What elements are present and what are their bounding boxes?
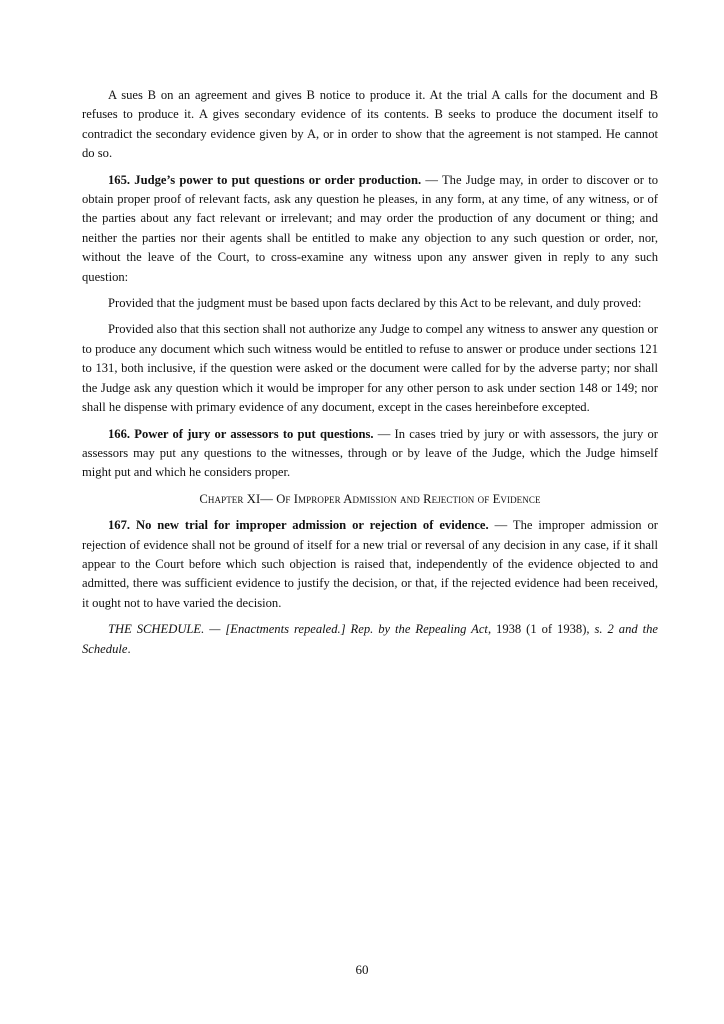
schedule-note (82, 620, 658, 659)
proviso-1-text: Provided that the judgment must be based upon facts declared by this Act to be relevant, and duly proved: (108, 296, 642, 311)
section-165-proviso-2 (82, 320, 658, 417)
section-165-title: 165. Judge’s power to put questions or order production. (108, 172, 422, 187)
proviso-2-text: Provided also that this section shall not authorize any Judge to compel any witness to answer any question or to produce any document which such witness would be entitled to refuse to answer or produce under sections 121 to 131, both inclusive, if the question were asked or the document were called for by the adverse party; nor shall the Judge ask any question which it would be improper for any other person to ask under section 148 or 149; nor shall he dispense with primary evidence of any document, except in the cases hereinbefore excepted. (82, 322, 658, 415)
schedule-note-part-4: . (127, 641, 131, 656)
illustration-text: A sues B on an agreement and gives B notice to produce it. At the trial A calls for the document and B refuses to produce it. A gives secondary evidence of its contents. B seeks to produce the document itself to contradict the secondary evidence given by A, or in order to show that the agreement is not stamped. He cannot do so. (82, 88, 658, 161)
section-165-proviso-1 (82, 294, 658, 313)
schedule-note-part-1: THE SCHEDULE. — [Enactments repealed.] Rep. by the Repealing Act (108, 622, 488, 637)
schedule-note-part-3: s. 2 and the Schedule (82, 622, 658, 656)
document-body (82, 86, 658, 666)
section-165 (82, 171, 658, 287)
section-166-title: 166. Power of jury or assessors to put questions. (108, 426, 374, 441)
section-166-text: — In cases tried by jury or with assessors, the jury or assessors may put any questions to the witnesses, through or by leave of the Judge, which the Judge himself might put and which he considers proper. (82, 426, 658, 480)
illustration-paragraph (82, 86, 658, 164)
chapter-heading: Chapter XI— Of Improper Admission and Rejection of Evidence (199, 491, 541, 506)
section-166 (82, 425, 658, 483)
section-165-text: — The Judge may, in order to discover or to obtain proper proof of relevant facts, ask any question he pleases, in any form, at any time, of any witness, or of the parties about any fact relevant or irrelevant; and may order the production of any document or thing; and neither the parties nor their agents shall be entitled to make any objection to any such question or order, nor, without the leave of the Court, to cross-examine any witness upon any answer given in reply to any such question: (82, 172, 659, 284)
page-number: 60 (355, 962, 369, 977)
section-167-text: — The improper admission or rejection of evidence shall not be ground of itself for a new trial or reversal of any decision in any case, if it shall appear to the Court before which such objection is raised that, independently of the evidence objected to and admitted, there was sufficient evidence to justify the decision, or that, if the rejected evidence had been received, it ought not to have varied the decision. (82, 518, 658, 610)
section-167 (82, 516, 658, 613)
section-167-title: 167. No new trial for improper admission or rejection of evidence. (108, 518, 489, 533)
schedule-note-part-2: , 1938 (1 of 1938), (487, 622, 595, 637)
